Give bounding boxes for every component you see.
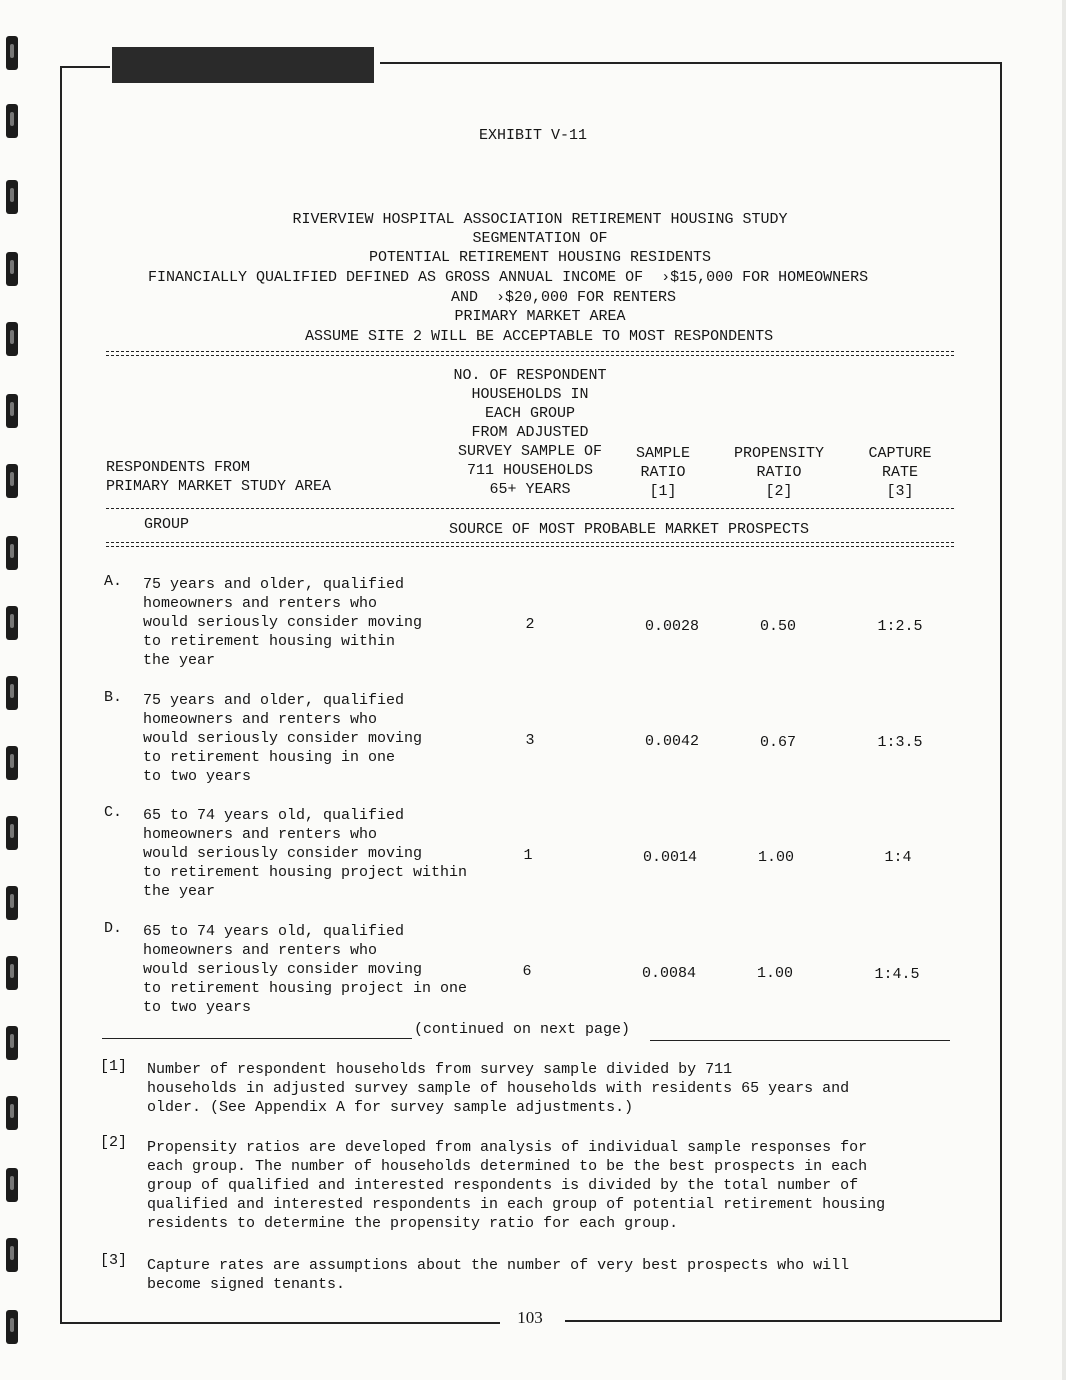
row-letter: A. xyxy=(104,573,123,590)
title-line-1: RIVERVIEW HOSPITAL ASSOCIATION RETIREMENT HOUSING STUDY xyxy=(292,211,788,228)
binding-hole xyxy=(6,1238,18,1272)
footnote-3-text: Capture rates are assumptions about the number of very best prospects who will become signed tenants. xyxy=(147,1257,850,1293)
binding-hole xyxy=(6,1310,18,1344)
col-header-capture-rate: CAPTURE RATE [3] xyxy=(868,445,932,500)
col-header-propensity-ratio: PROPENSITY RATIO [2] xyxy=(733,445,824,500)
frame-border xyxy=(60,66,62,1322)
binding-hole xyxy=(6,394,18,428)
title-line-2: SEGMENTATION OF xyxy=(472,230,608,247)
binding-hole xyxy=(6,36,18,70)
row-households: 1 xyxy=(523,847,533,864)
frame-border xyxy=(60,1322,500,1324)
binding-hole xyxy=(6,816,18,850)
footnote-1-text: Number of respondent households from survey sample divided by 711 households in adjusted survey sample of households with residents 65 years and older. (See Appendix A for survey sample adjustments.) xyxy=(147,1061,850,1116)
row-capture-rate: 1:4.5 xyxy=(874,966,920,983)
footnote-1-number: [1] xyxy=(100,1058,128,1075)
row-capture-rate: 1:3.5 xyxy=(877,734,923,751)
title-line-7: ASSUME SITE 2 WILL BE ACCEPTABLE TO MOST RESPONDENTS xyxy=(305,328,774,345)
row-propensity-ratio: 1.00 xyxy=(757,849,794,866)
row-households: 6 xyxy=(522,963,532,980)
subheader-source: SOURCE OF MOST PROBABLE MARKET PROSPECTS xyxy=(449,521,810,538)
page-number: 103 xyxy=(517,1308,543,1327)
row-letter: C. xyxy=(104,804,123,821)
footnote-3-number: [3] xyxy=(100,1252,128,1269)
binding-hole xyxy=(6,1096,18,1130)
binding-hole xyxy=(6,886,18,920)
row-sample-ratio: 0.0084 xyxy=(641,965,696,982)
frame-border xyxy=(1000,62,1002,1322)
binding-hole xyxy=(6,252,18,286)
footnote-2-text: Propensity ratios are developed from analysis of individual sample responses for each group. The number of households determined to be the best prospects in each group of qualified and interested respondents is divided by the total number of qualified and interested respondents in each group of potential retirement housing residents to determine the propensity ratio for each group. xyxy=(147,1139,886,1232)
binding-hole xyxy=(6,1168,18,1202)
binding-hole xyxy=(6,322,18,356)
row-propensity-ratio: 1.00 xyxy=(756,965,793,982)
row-sample-ratio: 0.0028 xyxy=(644,618,699,635)
row-description: 65 to 74 years old, qualified homeowners and renters who would seriously consider moving to retirement housing project within the year xyxy=(143,807,468,900)
frame-border xyxy=(380,62,1000,64)
row-households: 3 xyxy=(525,732,535,749)
binding-hole xyxy=(6,1026,18,1060)
continued-line xyxy=(102,1038,412,1039)
exhibit-title: EXHIBIT V-11 xyxy=(478,127,588,144)
binding-hole xyxy=(6,676,18,710)
row-sample-ratio: 0.0014 xyxy=(642,849,697,866)
row-households: 2 xyxy=(525,616,535,633)
col-header-households: NO. OF RESPONDENT HOUSEHOLDS IN EACH GROUP FROM ADJUSTED SURVEY SAMPLE OF 711 HOUSEHOLDS 65+ YEARS xyxy=(453,367,607,498)
double-rule xyxy=(106,351,954,356)
row-description: 75 years and older, qualified homeowners and renters who would seriously consider moving to retirement housing within the year xyxy=(143,576,423,669)
subheader-group: GROUP xyxy=(144,516,190,533)
binding-hole xyxy=(6,746,18,780)
frame-border xyxy=(565,1320,1002,1322)
row-capture-rate: 1:2.5 xyxy=(877,618,923,635)
row-propensity-ratio: 0.67 xyxy=(759,734,796,751)
frame-border xyxy=(60,66,110,68)
row-description: 65 to 74 years old, qualified homeowners and renters who would seriously consider moving to retirement housing project in one to two years xyxy=(143,923,468,1016)
continued-label: (continued on next page) xyxy=(414,1021,631,1038)
binding-hole xyxy=(6,536,18,570)
scan-edge xyxy=(1062,0,1066,1380)
binding-hole xyxy=(6,606,18,640)
row-sample-ratio: 0.0042 xyxy=(644,733,699,750)
row-letter: B. xyxy=(104,689,123,706)
title-line-5: AND ›$20,000 FOR RENTERS xyxy=(451,289,677,306)
title-line-6: PRIMARY MARKET AREA xyxy=(454,308,626,325)
continued-line xyxy=(650,1040,950,1041)
redaction-bar xyxy=(112,47,374,83)
row-capture-rate: 1:4 xyxy=(884,849,912,866)
binding-hole xyxy=(6,956,18,990)
row-propensity-ratio: 0.50 xyxy=(759,618,796,635)
row-letter: D. xyxy=(104,920,123,937)
double-rule xyxy=(106,542,954,547)
col-header-sample-ratio: SAMPLE RATIO [1] xyxy=(635,445,690,500)
row-description: 75 years and older, qualified homeowners and renters who would seriously consider moving to retirement housing in one to two years xyxy=(143,692,423,785)
title-line-4: FINANCIALLY QUALIFIED DEFINED AS GROSS ANNUAL INCOME OF ›$15,000 FOR HOMEOWNERS xyxy=(148,269,869,286)
footnote-2-number: [2] xyxy=(100,1134,128,1151)
col-header-respondents: RESPONDENTS FROM PRIMARY MARKET STUDY AREA xyxy=(106,459,332,495)
binding-hole xyxy=(6,180,18,214)
binding-hole xyxy=(6,464,18,498)
single-rule xyxy=(106,508,954,509)
title-line-3: POTENTIAL RETIREMENT HOUSING RESIDENTS xyxy=(368,249,712,266)
